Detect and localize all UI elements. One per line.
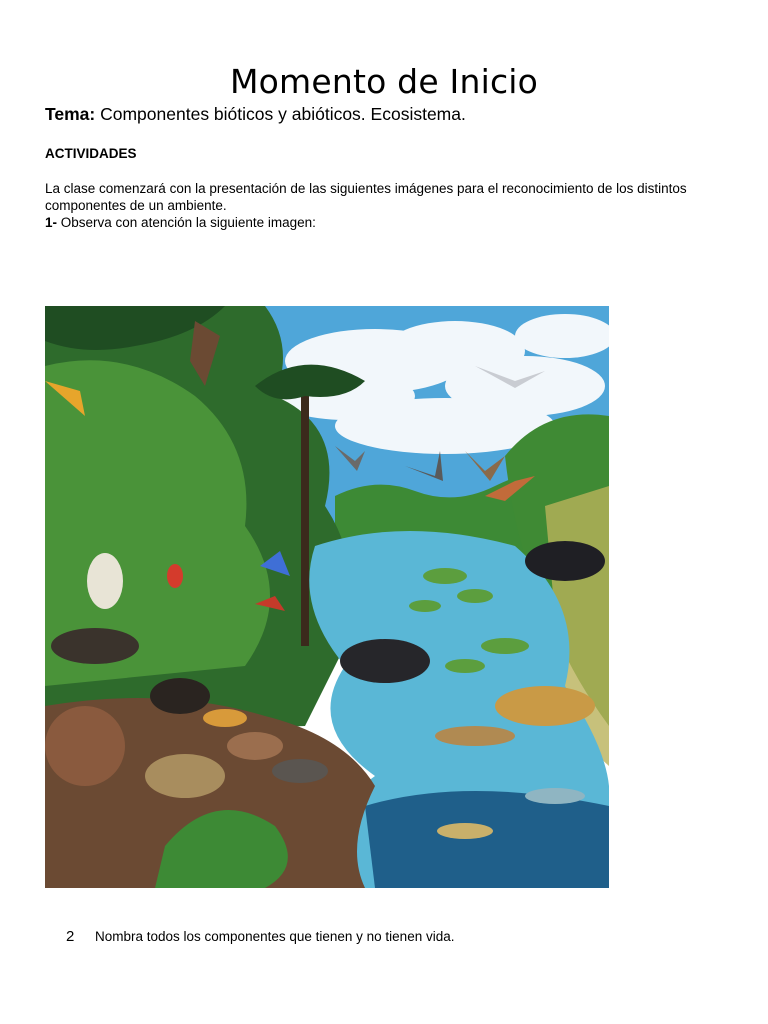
- step-2: [66, 928, 454, 945]
- lake-deep: [365, 791, 609, 888]
- step-2-text: Nombra todos los componentes que tienen y no tienen vida.: [95, 929, 455, 944]
- step-1-text: Observa con atención la siguiente imagen:: [57, 215, 316, 230]
- topic-label: Tema:: [45, 104, 96, 124]
- step-2-number: 2: [66, 928, 75, 945]
- page-title: Momento de Inicio: [229, 62, 539, 101]
- ecosystem-illustration-svg: [45, 306, 609, 888]
- step-1: [45, 215, 316, 230]
- ecosystem-illustration: [45, 306, 609, 888]
- tall-tree-trunk: [301, 386, 309, 646]
- intro-paragraph: La clase comenzará con la presentación de las siguientes imágenes para el reconocimiento de los distintos componentes de un ambiente.: [45, 181, 687, 213]
- activities-heading: ACTIVIDADES: [45, 146, 137, 161]
- topic-line: [45, 104, 466, 125]
- topic-text: Componentes bióticos y abióticos. Ecosistema.: [95, 104, 466, 124]
- step-1-number: 1-: [45, 215, 58, 230]
